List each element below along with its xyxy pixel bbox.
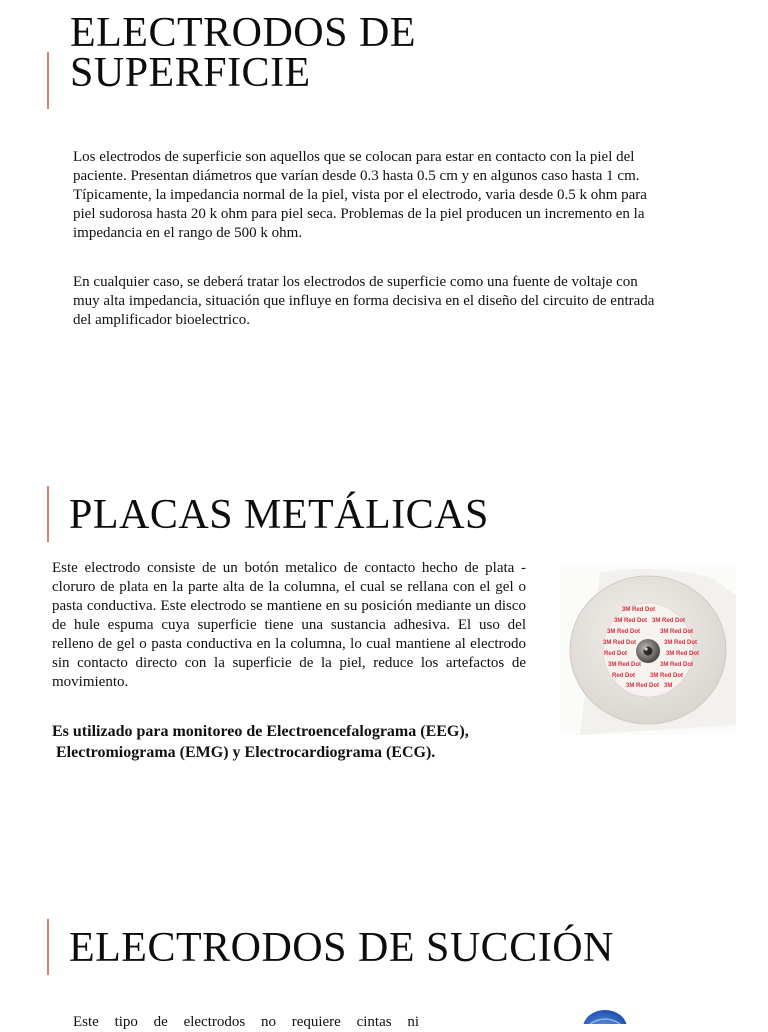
section-title-placas-metalicas: PLACAS METÁLICAS [69, 492, 489, 538]
svg-text:3M Red Dot: 3M Red Dot [608, 662, 641, 668]
svg-text:Red Dot: Red Dot [604, 651, 627, 657]
svg-text:3M Red Dot: 3M Red Dot [614, 618, 647, 624]
svg-text:3M Red Dot: 3M Red Dot [626, 683, 659, 689]
paragraph-succion-description: Este tipo de electrodos no requiere cintas ni [73, 1014, 419, 1030]
svg-text:3M Red Dot: 3M Red Dot [660, 629, 693, 635]
paragraph-superficie-impedance: En cualquier caso, se deberá tratar los electrodos de superficie como una fuente de voltaje con muy alta impedancia, situación que influye en forma decisiva en el diseño del circuito de entrada del amplificador bioelectrico. [73, 274, 655, 328]
svg-text:3M: 3M [664, 683, 673, 689]
paragraph-superficie-description: Los electrodos de superficie son aquellos que se colocan para estar en contacto con la piel del paciente. Presentan diámetros que varían desde 0.3 hasta 0.5 cm y en algunos caso hasta 1 cm. Típicamente, la impedancia normal de la piel, vista por el electrodo, varia desde 0.5 k ohm para piel sudorosa hasta 20 k ohm para piel seca. Problemas de la piel producen un incremento en la impedancia en el rango de 500 k ohm. [73, 149, 647, 241]
svg-text:3M Red Dot: 3M Red Dot [666, 651, 699, 657]
title-line: SUPERFICIE [70, 50, 311, 96]
svg-text:3M Red Dot: 3M Red Dot [622, 607, 655, 613]
section-accent-bar [47, 919, 49, 975]
section-accent-bar [47, 52, 49, 109]
electrode-photo [560, 565, 736, 735]
svg-text:3M Red Dot: 3M Red Dot [652, 618, 685, 624]
svg-text:3M Red Dot: 3M Red Dot [607, 629, 640, 635]
svg-text:3M Red Dot: 3M Red Dot [664, 640, 697, 646]
suction-electrode-photo [578, 1006, 632, 1024]
paragraph-placas-uses [52, 721, 532, 763]
svg-text:3M Red Dot: 3M Red Dot [650, 673, 683, 679]
uses-line: Electromiograma (EMG) y Electrocardiograma (ECG). [52, 744, 436, 761]
title-line: ELECTRODOS DE [70, 10, 416, 56]
uses-line: Es utilizado para monitoreo de Electroencefalograma (EEG), [52, 723, 469, 740]
section-title-electrodos-succion: ELECTRODOS DE SUCCIÓN [69, 925, 614, 971]
section-title-electrodos-superficie [70, 10, 416, 96]
section-accent-bar [47, 486, 49, 542]
paragraph-placas-description: Este electrodo consiste de un botón metalico de contacto hecho de plata - cloruro de plata en la parte alta de la columna, el cual se rellana con el gel o pasta conductiva. Este electrodo se mantiene en su posición mediante un disco de hule espuma cuya superficie tiene una sustancia adhesiva. El uso del relleno de gel o pasta conductiva en la columna, lo cual mantiene al electrodo sin contacto directo con la superficie de la piel, reduce los artefactos de movimiento. [52, 560, 526, 690]
svg-text:3M Red Dot: 3M Red Dot [603, 640, 636, 646]
svg-text:3M Red Dot: 3M Red Dot [660, 662, 693, 668]
svg-text:Red Dot: Red Dot [612, 673, 635, 679]
